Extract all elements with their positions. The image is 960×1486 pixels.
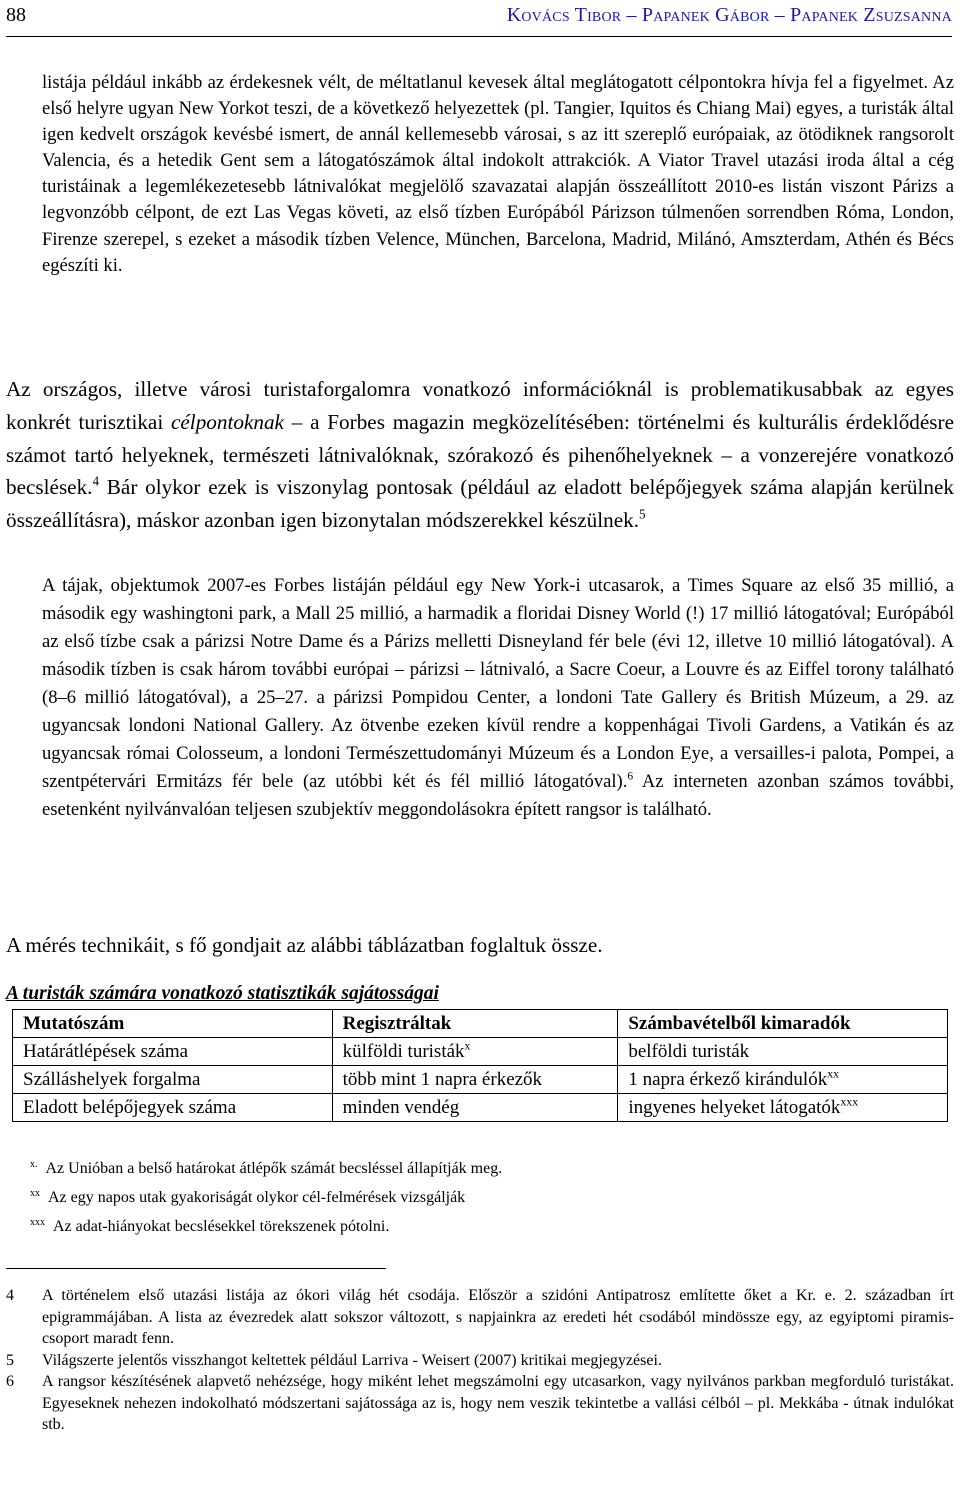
table-row — [13, 1038, 948, 1066]
footnote-number: 4 — [6, 1287, 14, 1304]
table-cell: minden vendég — [332, 1094, 618, 1122]
note-ref: x — [464, 1039, 471, 1053]
table-note — [30, 1210, 502, 1239]
cell-text: belföldi turisták — [628, 1041, 750, 1062]
paragraph-attractions — [6, 373, 954, 537]
table-header-cell: Regisztráltak — [332, 1010, 618, 1038]
footnote-text: Világszerte jelentős visszhangot keltettek például Larriva - Weisert (2007) kritikai megjegyzései. — [42, 1351, 662, 1369]
footnote-ref-5[interactable]: 5 — [639, 506, 646, 522]
page-header — [6, 4, 952, 30]
footnote-number: 5 — [6, 1351, 14, 1369]
note-mark: xxx — [30, 1217, 45, 1228]
table-header-cell: Számbavételből kimaradók — [618, 1010, 948, 1038]
header-rule — [6, 36, 952, 37]
paragraph-table-intro: A mérés technikáit, s fő gondjait az alábbi táblázatban foglaltuk össze. — [6, 933, 603, 957]
note-ref: xxx — [840, 1095, 859, 1109]
note-ref: xx — [827, 1067, 839, 1081]
note-text: Az egy napos utak gyakoriságát olykor cél-felmérések vizsgálják — [48, 1189, 466, 1206]
footnote-4 — [6, 1285, 954, 1350]
footnote-6 — [6, 1371, 954, 1436]
paragraph-text: – a Forbes magazin megközelítésében: történelmi és kulturális érdeklődésre számot tartó helyeknek, természeti látnivalóknak, szórakozó és pihenőhelyeknek – a vonzerejére vonatkozó becslések. — [6, 409, 954, 500]
table-cell: Eladott belépőjegyek száma — [13, 1094, 333, 1122]
paragraph-text: Bár olykor ezek is viszonylag pontosak (például az eladott belépőjegyek száma alapján kerülnek összeállításra), máskor azonban igen bizonytalan módszerekkel készülnek. — [6, 475, 954, 533]
footnote-ref-4[interactable]: 4 — [92, 473, 100, 489]
footnote-5 — [6, 1350, 954, 1372]
table-cell: több mint 1 napra érkezők — [332, 1066, 618, 1094]
paragraph-rankings: listája például inkább az érdekesnek vélt, de méltatlanul kevesek által meglátogatott célpontokra hívja fel a figyelmet. Az első helyre ugyan New Yorkot teszi, de a következő helyezettek (pl. Tangier, Iquitos és Chiang Mai) egyes, a turisták által igen kedvelt országok kevésbé ismert, de annál kellemesebb városai, s az itt szereplő európaiak, az ötödiknek rangsorolt Valencia, és a hetedik Gent sem a látogatószámok által indokolt attrakciók. A Viator Travel utazási iroda által a cég turistáinak a legemlékezetesebb látnivalókat megjelölő szavazatai alapján összeállított 2010-es listán viszont Párizs a legvonzóbb célpont, de ezt Las Vegas követi, az első tízben Európából Párizson túlmenően sorrendben Róma, London, Firenze szerepel, s ezeket a második tízben Velence, München, Barcelona, Madrid, Milánó, Amszterdam, Athén és Bécs egészíti ki. — [42, 72, 954, 276]
paragraph-text: Az országos, illetve városi turistaforgalomra vonatkozó információknál is problematikusabbak az egyes konkrét turisztikai — [6, 377, 954, 434]
running-head: Kovács Tibor – Papanek Gábor – Papanek Zsuzsanna — [506, 4, 952, 26]
note-mark: xx — [30, 1188, 40, 1199]
emphasis-text: célpontoknak — [171, 409, 284, 434]
table-note — [30, 1152, 502, 1181]
page-number: 88 — [6, 4, 26, 26]
paragraph-text: Az interneten azonban számos további, esetenként nyilvánvalóan teljesen szubjektív meggondolásokra épített rangsor is található. — [42, 771, 954, 820]
footnote-text: A történelem első utazási listája az ókori világ hét csodája. Először a szidóni Antipatrosz említette őket a Kr. e. 2. században írt epigrammájában. A lista az évezredek alatt sokszor változott, s napjainkra az eredeti hét csodából mindössze egy, az egyiptomi piramis-csoport maradt fenn. — [42, 1287, 954, 1347]
table-row — [13, 1066, 948, 1094]
table-notes — [30, 1152, 502, 1239]
table-row — [13, 1094, 948, 1122]
note-text: Az adat-hiányokat becslésekkel törekszenek pótolni. — [53, 1218, 390, 1235]
table-cell — [618, 1038, 948, 1066]
note-mark: x. — [30, 1159, 38, 1170]
table-cell: Szálláshelyek forgalma — [13, 1066, 333, 1094]
footnote-number: 6 — [6, 1373, 14, 1390]
note-text: Az Unióban a belső határokat átlépők számát becsléssel állapítják meg. — [45, 1160, 503, 1177]
table-note — [30, 1181, 502, 1210]
table-cell — [332, 1038, 618, 1066]
footnotes — [6, 1285, 954, 1436]
footnote-text: A rangsor készítésének alapvető nehézsége, hogy miként lehet megszámolni egy utcasarkon, vagy nyilvános parkban megforduló turistákat. Egyeseknek nehezen indokolható módszertani sajátossága az is, hogy nem veszik tekintetbe a vallási célból – pl. Mekkába - útnak indulókat stb. — [42, 1373, 954, 1433]
cell-text: külföldi turisták — [342, 1041, 465, 1062]
table-cell — [618, 1094, 948, 1122]
footnote-separator — [6, 1268, 386, 1269]
paragraph-text: A tájak, objektumok 2007-es Forbes listáján például egy New York-i utcasarok, a Times Square az első 35 millió, a második egy washingtoni park, a Mall 25 millió, a harmadik a floridai Disney World (!) 17 millió látogatóval; Európából az első tízbe csak a párizsi Notre Dame és a Párizs melletti Disneyland fér bele (évi 12, illetve 10 millió látogatóval). A második tízben is csak három további európai – párizsi – látnivaló, a Sacre Coeur, a Louvre és az Eiffel torony található (8–6 millió látogatóval), a 25–27. a párizsi Pompidou Center, a londoni Tate Gallery és British Múzeum, a 29. az ugyancsak londoni National Gallery. Az ötvenbe ezeken kívül rendre a koppenhágai Tivoli Gardens, a Vatikán és az ugyancsak római Colosseum, a londoni Természettudományi Múzeum és a London Eye, a versailles-i palota, Pompei, a szentpétervári Ermitázs fér bele (az utóbbi két és fél millió látogatóval). — [42, 575, 954, 792]
table-header-cell: Mutatószám — [13, 1010, 333, 1038]
table-cell: Határátlépések száma — [13, 1038, 333, 1066]
table-caption: A turisták számára vonatkozó statisztikák sajátosságai — [6, 983, 439, 1004]
cell-text: ingyenes helyeket látogatók — [628, 1097, 841, 1118]
cell-text: 1 napra érkező kirándulók — [628, 1069, 828, 1090]
table-header-row — [13, 1010, 948, 1038]
paragraph-forbes-list — [42, 572, 954, 824]
table-cell — [618, 1066, 948, 1094]
footnote-ref-6[interactable]: 6 — [627, 770, 634, 783]
statistics-table — [12, 1009, 948, 1122]
